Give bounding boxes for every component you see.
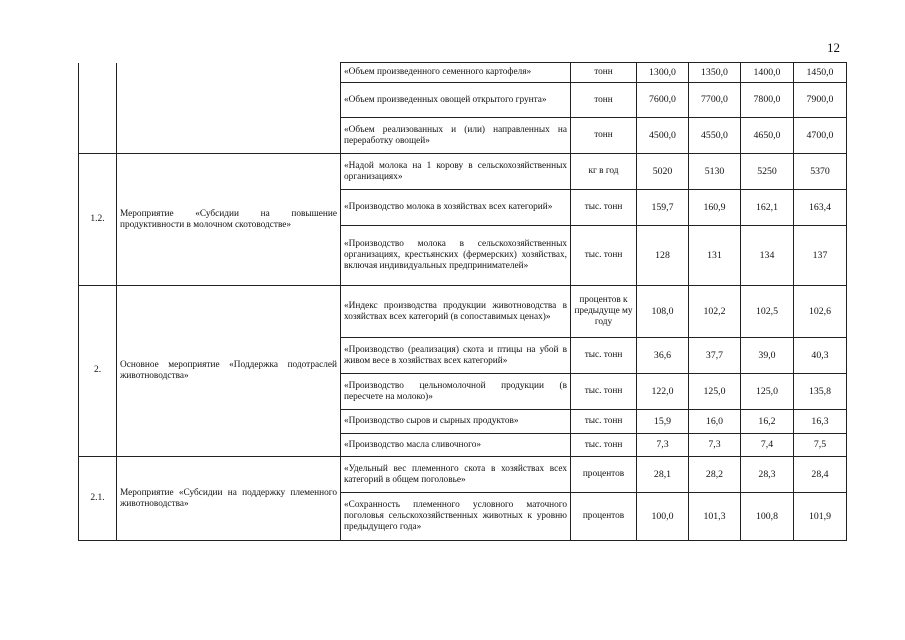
indicator-name: «Объем произведенного семенного картофеля» xyxy=(341,63,571,83)
event-name: Мероприятие «Субсидии на повышение продуктивности в молочном скотоводстве» xyxy=(117,154,341,286)
value-cell: 100,8 xyxy=(741,493,794,541)
unit-cell: тыс. тонн xyxy=(571,226,637,286)
indicator-name: «Производство цельномолочной продукции (в пересчете на молоко)» xyxy=(341,374,571,410)
indicator-name: «Индекс производства продукции животноводства в хозяйствах всех категорий (в сопоставимых ценах)» xyxy=(341,286,571,338)
value-cell: 160,9 xyxy=(689,190,741,226)
value-cell: 36,6 xyxy=(637,338,689,374)
table-row xyxy=(79,63,847,83)
value-cell: 15,9 xyxy=(637,410,689,434)
unit-cell: тыс. тонн xyxy=(571,434,637,457)
unit-cell: кг в год xyxy=(571,154,637,190)
value-cell: 16,3 xyxy=(794,410,847,434)
unit-cell: процентов xyxy=(571,457,637,493)
value-cell: 7,5 xyxy=(794,434,847,457)
indicator-name: «Производство масла сливочного» xyxy=(341,434,571,457)
value-cell: 135,8 xyxy=(794,374,847,410)
indicator-name: «Сохранность племенного условного маточного поголовья сельскохозяйственных животных к уровню предыдущего года» xyxy=(341,493,571,541)
unit-cell: тонн xyxy=(571,83,637,118)
event-name xyxy=(117,63,341,154)
value-cell: 102,5 xyxy=(741,286,794,338)
indicator-name: «Удельный вес племенного скота в хозяйствах всех категорий в общем поголовье» xyxy=(341,457,571,493)
value-cell: 1450,0 xyxy=(794,63,847,83)
value-cell: 1350,0 xyxy=(689,63,741,83)
unit-cell: тыс. тонн xyxy=(571,190,637,226)
value-cell: 100,0 xyxy=(637,493,689,541)
indicator-name: «Производство сыров и сырных продуктов» xyxy=(341,410,571,434)
table-row xyxy=(79,457,847,493)
value-cell: 5250 xyxy=(741,154,794,190)
value-cell: 16,2 xyxy=(741,410,794,434)
value-cell: 128 xyxy=(637,226,689,286)
value-cell: 131 xyxy=(689,226,741,286)
value-cell: 125,0 xyxy=(689,374,741,410)
indicator-name: «Объем реализованных и (или) направленных на переработку овощей» xyxy=(341,118,571,154)
value-cell: 5130 xyxy=(689,154,741,190)
value-cell: 122,0 xyxy=(637,374,689,410)
value-cell: 5370 xyxy=(794,154,847,190)
table-row xyxy=(79,154,847,190)
item-number: 2.1. xyxy=(79,457,117,541)
indicator-name: «Производство молока в сельскохозяйственных организациях, крестьянских (фермерских) хозяйствах, включая индивидуальных предпринимателей» xyxy=(341,226,571,286)
value-cell: 40,3 xyxy=(794,338,847,374)
value-cell: 1400,0 xyxy=(741,63,794,83)
value-cell: 108,0 xyxy=(637,286,689,338)
value-cell: 7,3 xyxy=(689,434,741,457)
unit-cell: тонн xyxy=(571,63,637,83)
value-cell: 7900,0 xyxy=(794,83,847,118)
value-cell: 1300,0 xyxy=(637,63,689,83)
value-cell: 163,4 xyxy=(794,190,847,226)
value-cell: 134 xyxy=(741,226,794,286)
value-cell: 101,9 xyxy=(794,493,847,541)
event-name: Мероприятие «Субсидии на поддержку племенного животноводства» xyxy=(117,457,341,541)
value-cell: 7,3 xyxy=(637,434,689,457)
indicator-name: «Производство (реализация) скота и птицы на убой в живом весе в хозяйствах всех категорий» xyxy=(341,338,571,374)
value-cell: 101,3 xyxy=(689,493,741,541)
unit-cell: тонн xyxy=(571,118,637,154)
value-cell: 28,1 xyxy=(637,457,689,493)
value-cell: 7800,0 xyxy=(741,83,794,118)
indicator-name: «Производство молока в хозяйствах всех категорий» xyxy=(341,190,571,226)
value-cell: 4700,0 xyxy=(794,118,847,154)
value-cell: 4500,0 xyxy=(637,118,689,154)
indicator-name: «Объем произведенных овощей открытого грунта» xyxy=(341,83,571,118)
value-cell: 159,7 xyxy=(637,190,689,226)
unit-cell: тыс. тонн xyxy=(571,338,637,374)
item-number: 1.2. xyxy=(79,154,117,286)
value-cell: 28,3 xyxy=(741,457,794,493)
value-cell: 7600,0 xyxy=(637,83,689,118)
unit-cell: тыс. тонн xyxy=(571,374,637,410)
indicator-name: «Надой молока на 1 корову в сельскохозяйственных организациях» xyxy=(341,154,571,190)
unit-cell: процентов к предыдуще му году xyxy=(571,286,637,338)
unit-cell: тыс. тонн xyxy=(571,410,637,434)
page-number: 12 xyxy=(827,40,840,55)
value-cell: 37,7 xyxy=(689,338,741,374)
value-cell: 7700,0 xyxy=(689,83,741,118)
indicators-table xyxy=(78,62,847,541)
item-number: 2. xyxy=(79,286,117,457)
value-cell: 39,0 xyxy=(741,338,794,374)
table-row xyxy=(79,286,847,338)
value-cell: 4550,0 xyxy=(689,118,741,154)
value-cell: 102,2 xyxy=(689,286,741,338)
value-cell: 137 xyxy=(794,226,847,286)
event-name: Основное мероприятие «Поддержка подотраслей животноводства» xyxy=(117,286,341,457)
unit-cell: процентов xyxy=(571,493,637,541)
value-cell: 16,0 xyxy=(689,410,741,434)
value-cell: 125,0 xyxy=(741,374,794,410)
value-cell: 162,1 xyxy=(741,190,794,226)
value-cell: 28,4 xyxy=(794,457,847,493)
value-cell: 102,6 xyxy=(794,286,847,338)
value-cell: 5020 xyxy=(637,154,689,190)
value-cell: 4650,0 xyxy=(741,118,794,154)
value-cell: 28,2 xyxy=(689,457,741,493)
value-cell: 7,4 xyxy=(741,434,794,457)
item-number xyxy=(79,63,117,154)
